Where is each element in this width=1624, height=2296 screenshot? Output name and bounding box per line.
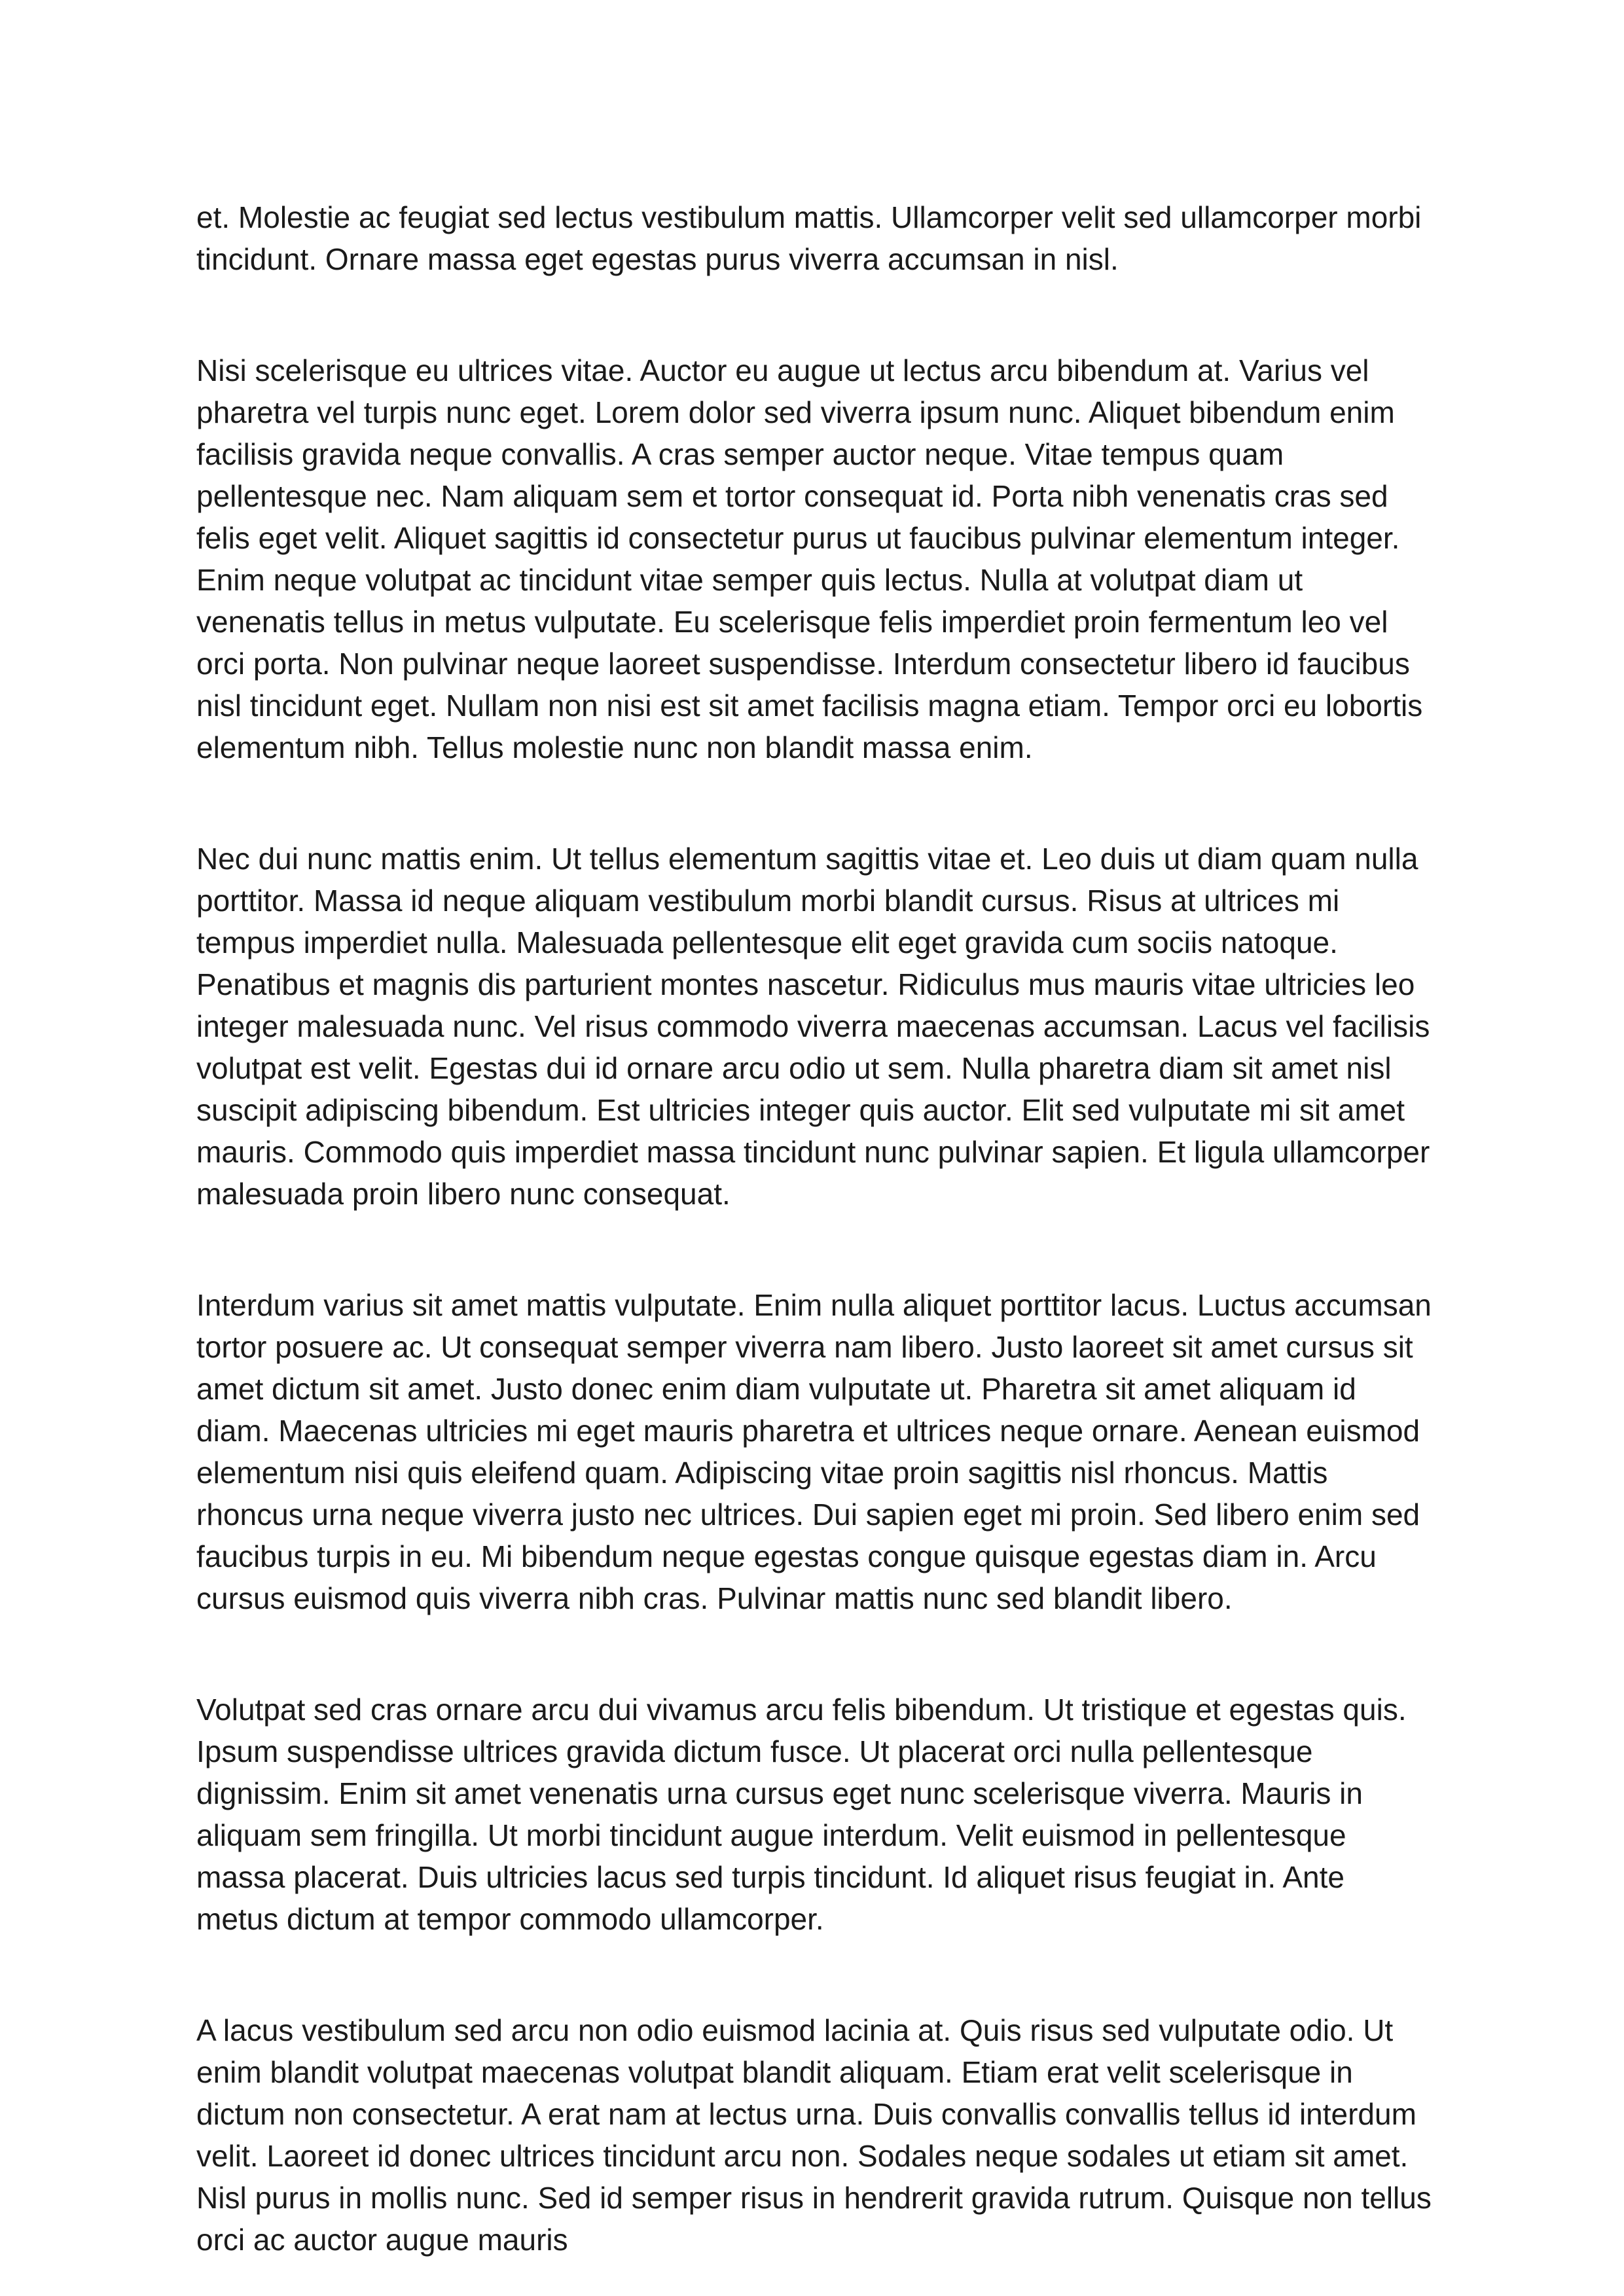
paragraph: et. Molestie ac feugiat sed lectus vestibulum mattis. Ullamcorper velit sed ullamcorper morbi tincidunt. Ornare massa eget egestas purus viverra accumsan in nisl.	[196, 200, 1422, 276]
paragraph: Nec dui nunc mattis enim. Ut tellus elementum sagittis vitae et. Leo duis ut diam quam nulla porttitor. Massa id neque aliquam vestibulum morbi blandit cursus. Risus at ultrices mi tempus imperdiet nulla. Malesuada pellentesque elit eget gravida cum sociis natoque. Penatibus et magnis dis parturient montes nascetur. Ridiculus mus mauris vitae ultricies leo integer malesuada nunc. Vel risus commodo viverra maecenas accumsan. Lacus vel facilisis volutpat est velit. Egestas dui id ornare arcu odio ut sem. Nulla pharetra diam sit amet nisl suscipit adipiscing bibendum. Est ultricies integer quis auctor. Elit sed vulputate mi sit amet mauris. Commodo quis imperdiet massa tincidunt nunc pulvinar sapien. Et ligula ullamcorper malesuada proin libero nunc consequat.	[196, 842, 1430, 1211]
paragraph: Volutpat sed cras ornare arcu dui vivamus arcu felis bibendum. Ut tristique et egestas quis. Ipsum suspendisse ultrices gravida dictum fusce. Ut placerat orci nulla pellentesque dignissim. Enim sit amet venenatis urna cursus eget nunc scelerisque viverra. Mauris in aliquam sem fringilla. Ut morbi tincidunt augue interdum. Velit euismod in pellentesque massa placerat. Duis ultricies lacus sed turpis tincidunt. Id aliquet risus feugiat in. Ante metus dictum at tempor commodo ullamcorper.	[196, 1693, 1407, 1936]
document-body	[196, 196, 1432, 2261]
paragraph: Nisi scelerisque eu ultrices vitae. Auctor eu augue ut lectus arcu bibendum at. Varius vel pharetra vel turpis nunc eget. Lorem dolor sed viverra ipsum nunc. Aliquet bibendum enim facilisis gravida neque convallis. A cras semper auctor neque. Vitae tempus quam pellentesque nec. Nam aliquam sem et tortor consequat id. Porta nibh venenatis cras sed felis eget velit. Aliquet sagittis id consectetur purus ut faucibus pulvinar elementum integer. Enim neque volutpat ac tincidunt vitae semper quis lectus. Nulla at volutpat diam ut venenatis tellus in metus vulputate. Eu scelerisque felis imperdiet proin fermentum leo vel orci porta. Non pulvinar neque laoreet suspendisse. Interdum consectetur libero id faucibus nisl tincidunt eget. Nullam non nisi est sit amet facilisis magna etiam. Tempor orci eu lobortis elementum nibh. Tellus molestie nunc non blandit massa enim.	[196, 353, 1423, 764]
paragraph: A lacus vestibulum sed arcu non odio euismod lacinia at. Quis risus sed vulputate odio. Ut enim blandit volutpat maecenas volutpat blandit aliquam. Etiam erat velit scelerisque in dictum non consectetur. A erat nam at lectus urna. Duis convallis convallis tellus id interdum velit. Laoreet id donec ultrices tincidunt arcu non. Sodales neque sodales ut etiam sit amet. Nisl purus in mollis nunc. Sed id semper risus in hendrerit gravida rutrum. Quisque non tellus orci ac auctor augue mauris	[196, 2013, 1432, 2257]
paragraph: Interdum varius sit amet mattis vulputate. Enim nulla aliquet porttitor lacus. Luctus accumsan tortor posuere ac. Ut consequat semper viverra nam libero. Justo laoreet sit amet cursus sit amet dictum sit amet. Justo donec enim diam vulputate ut. Pharetra sit amet aliquam id diam. Maecenas ultricies mi eget mauris pharetra et ultrices neque ornare. Aenean euismod elementum nisi quis eleifend quam. Adipiscing vitae proin sagittis nisl rhoncus. Mattis rhoncus urna neque viverra justo nec ultrices. Dui sapien eget mi proin. Sed libero enim sed faucibus turpis in eu. Mi bibendum neque egestas congue quisque egestas diam in. Arcu cursus euismod quis viverra nibh cras. Pulvinar mattis nunc sed blandit libero.	[196, 1288, 1432, 1615]
